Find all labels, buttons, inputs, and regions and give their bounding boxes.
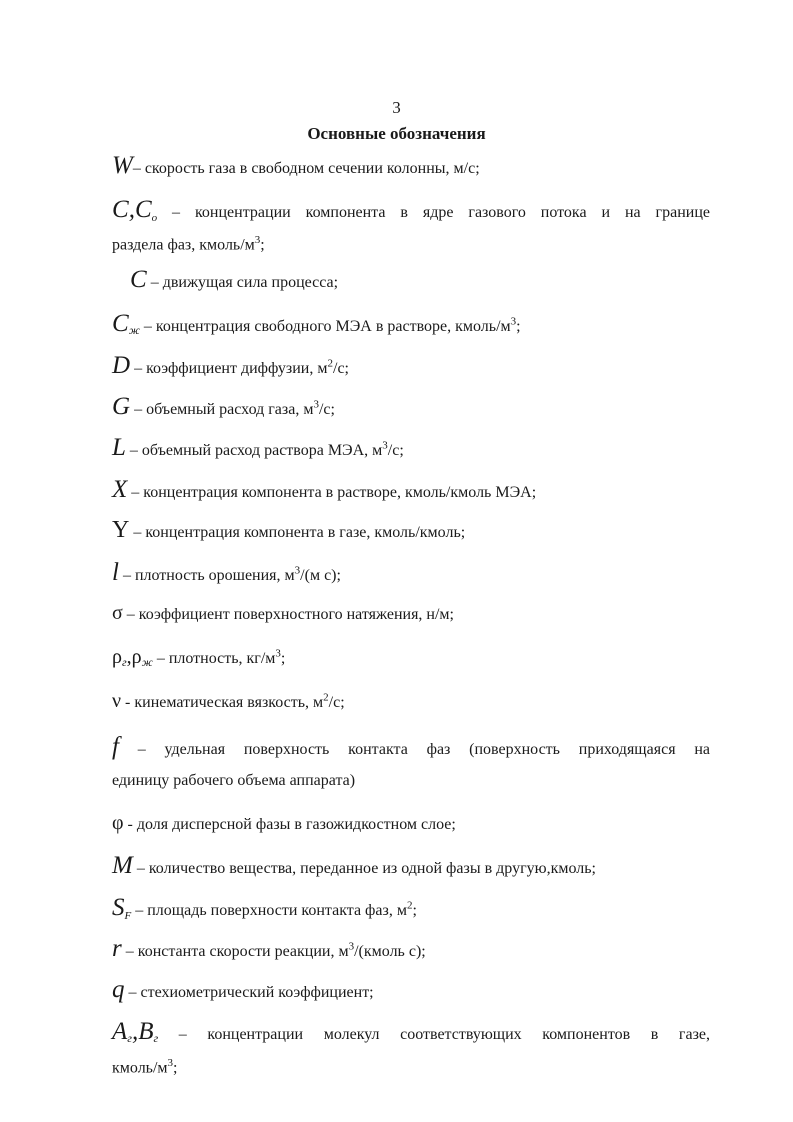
entry-sf: $S_F$ – площадь поверхности контакта фаз, $м^2$;: [112, 894, 417, 923]
page-title: Основные обозначения: [307, 124, 486, 143]
entry-f-cont: единицу рабочего объема аппарата): [112, 772, 356, 789]
entry-c-co-cont: раздела фаз, кмоль/$м^3$;: [112, 234, 265, 254]
entry-nu: ν - кинематическая вязкость, $м^2/с$;: [112, 690, 345, 712]
entry-c-co: $C,C_o$ – концентрации компонента в ядре газового потока и на границе: [112, 196, 710, 225]
entry-l-lower: l – плотность орошения, $м^3/(м$ с);: [112, 559, 341, 586]
entry-f: f – удельная поверхность контакта фаз (поверхность приходящаяся на: [112, 733, 710, 760]
symbol-w: W: [112, 152, 133, 179]
page-number: 3: [392, 98, 401, 117]
entry-c-zh: Cж – концентрация свободного МЭА в растворе, кмоль/$м^3$;: [112, 310, 521, 337]
entry-q: q – стехиометрический коэффициент;: [112, 976, 374, 1003]
entry-delta-c: C – движущая сила процесса;: [130, 266, 339, 293]
entry-sigma: σ – коэффициент поверхностного натяжения, н/м;: [112, 602, 454, 624]
entry-y: Y – концентрация компонента в газе, кмоль/кмоль;: [112, 517, 466, 543]
entry-g: G – объемный расход газа, $м^3/с$;: [112, 393, 335, 420]
entry-rho: ρг,ρж – плотность, $кг/м^3$;: [112, 646, 286, 669]
entry-d: D – коэффициент диффузии, $м^2/с$;: [112, 352, 349, 379]
entry-r: r – константа скорости реакции, $м^3/(кмоль$ с);: [112, 935, 426, 962]
entry-l-upper: L – объемный расход раствора МЭА, $м^3/с$;: [112, 434, 404, 461]
entry-phi: φ - доля дисперсной фазы в газожидкостном слое;: [112, 812, 456, 834]
entry-ag-bg-cont: кмоль/$м^3$;: [112, 1057, 178, 1077]
entry-x: X – концентрация компонента в растворе, кмоль/кмоль МЭА;: [112, 476, 537, 503]
entry-ag-bg: Aг,Bг – концентрации молекул соответствующих компонентов в газе,: [112, 1018, 710, 1045]
entry-m: M – количество вещества, переданное из одной фазы в другую,кмоль;: [112, 852, 596, 879]
entry-w: W– скорость газа в свободном сечении колонны, м/с;: [112, 152, 480, 179]
